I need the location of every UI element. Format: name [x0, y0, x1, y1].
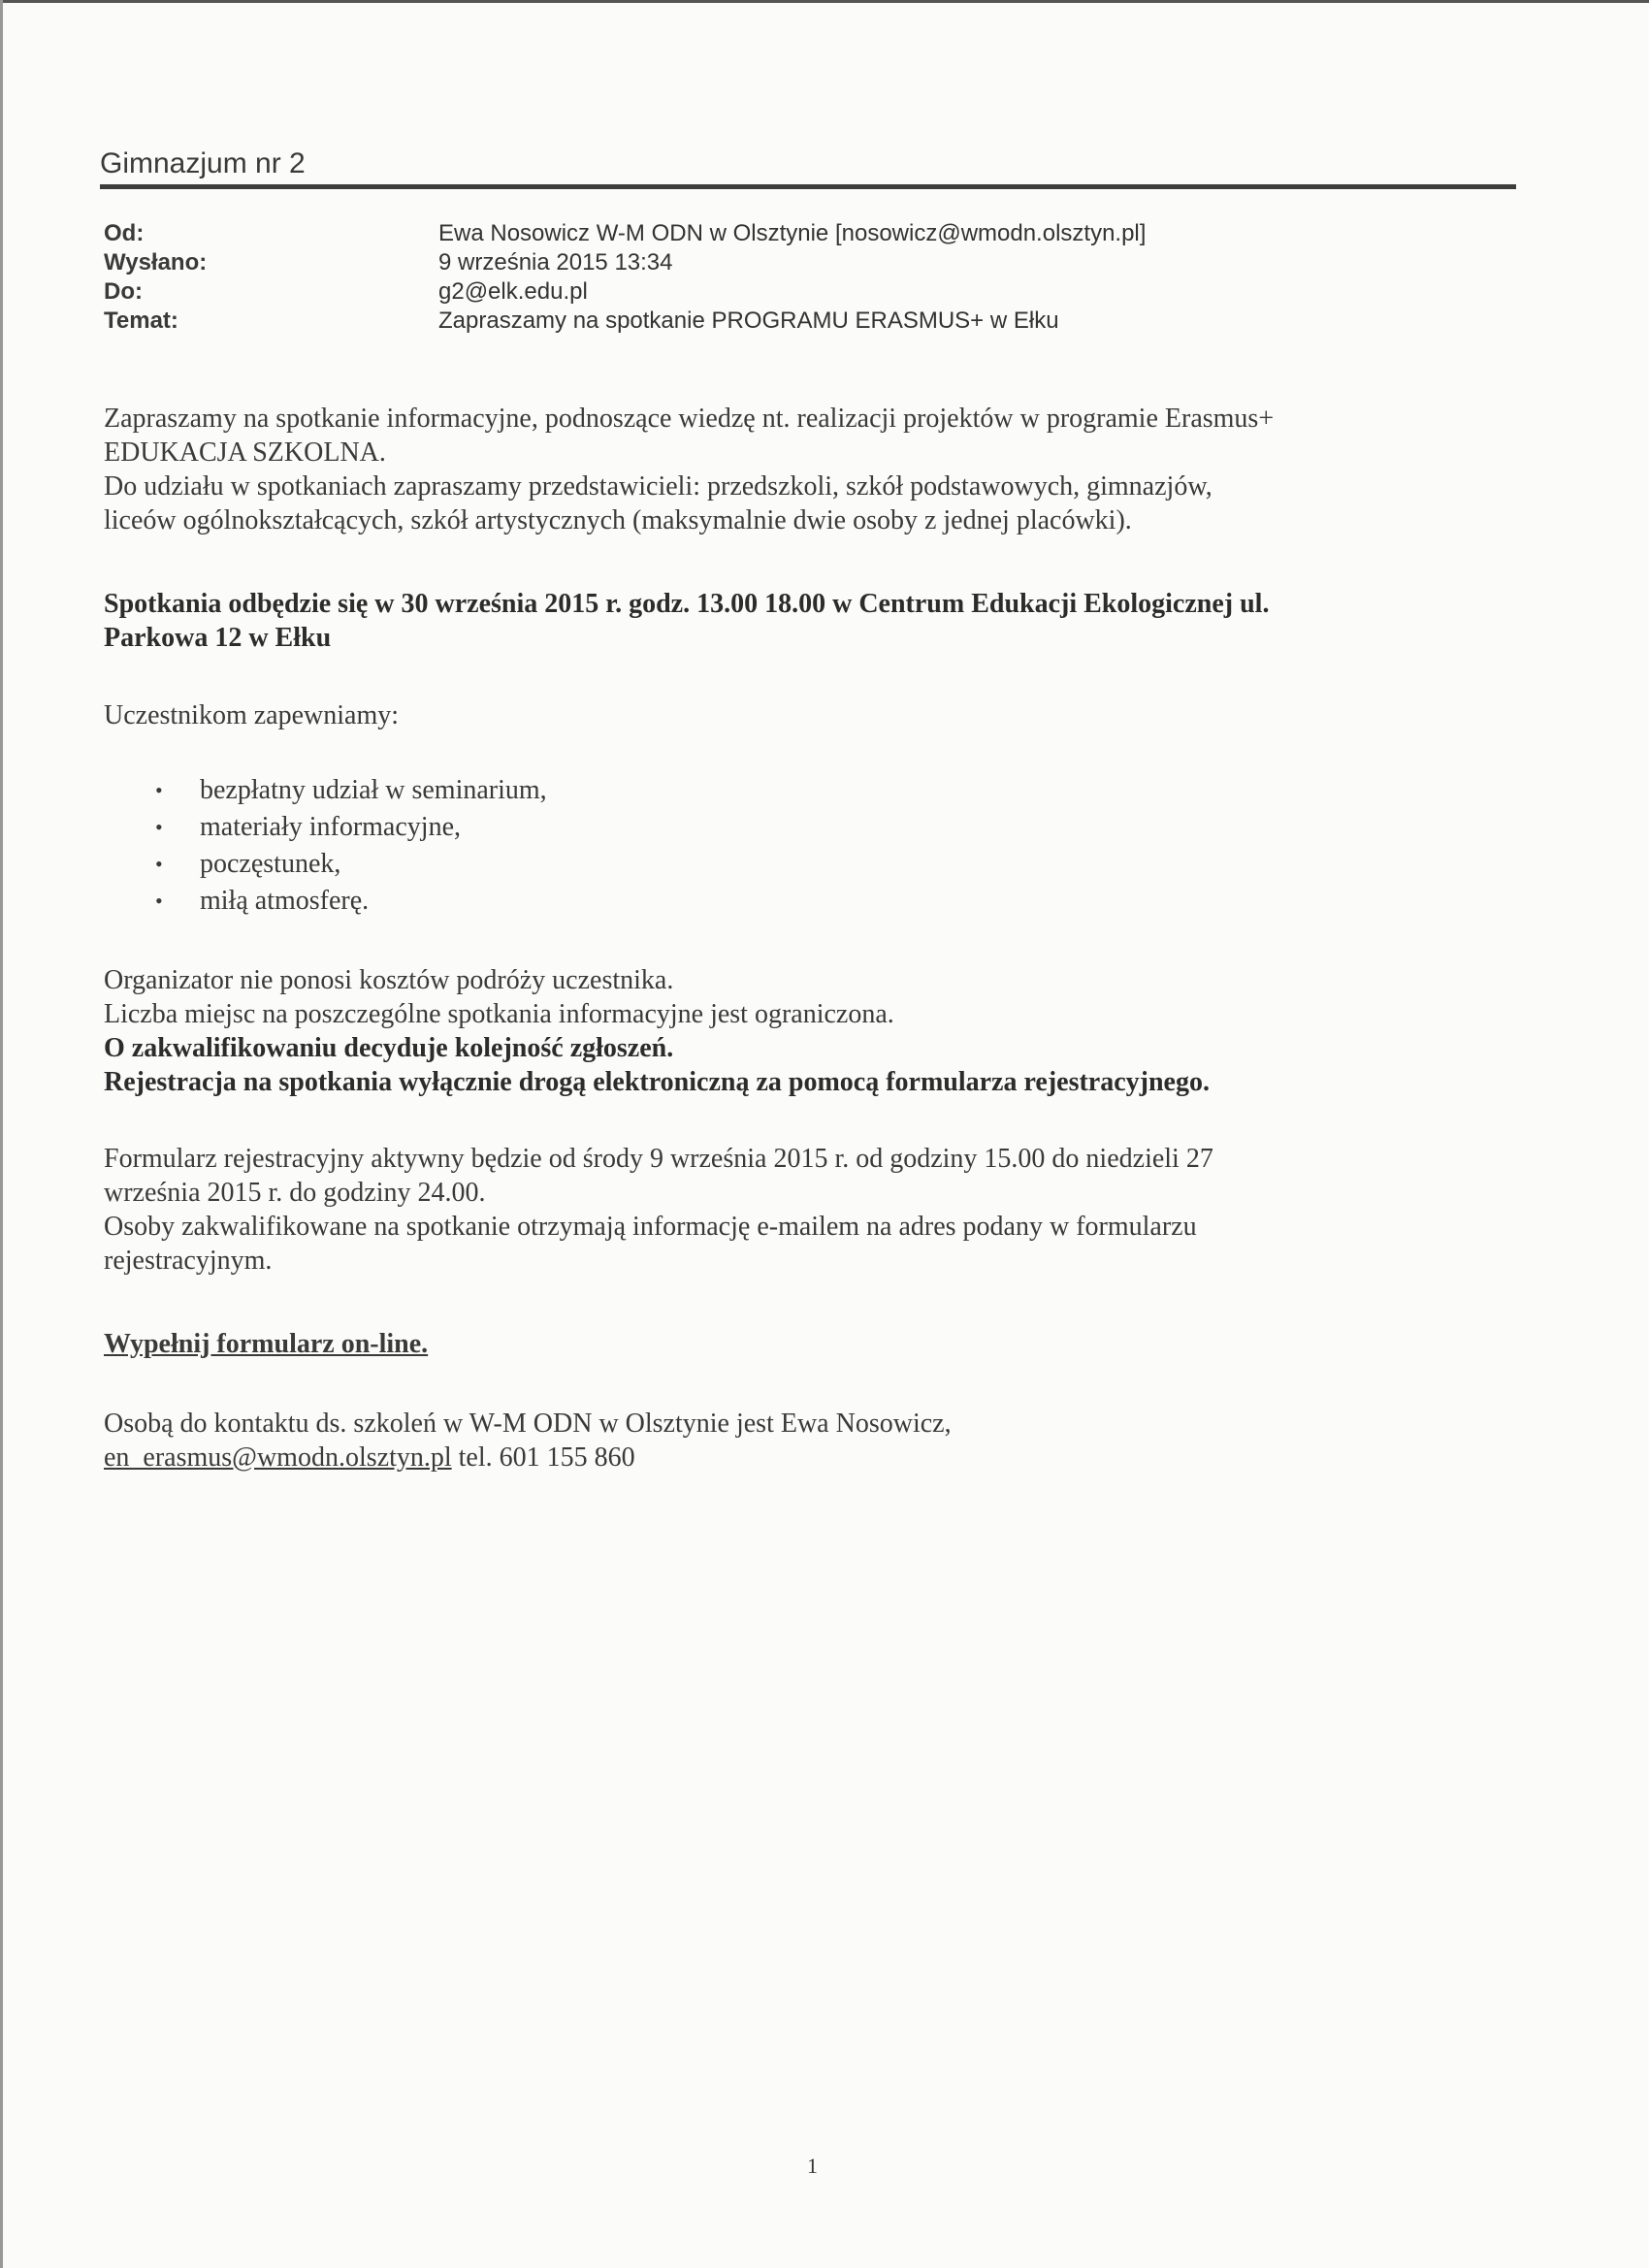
page-number: 1 [807, 2154, 818, 2178]
intro-paragraph [104, 402, 1530, 537]
form-info-paragraph [104, 1142, 1530, 1278]
provide-heading [104, 698, 1530, 732]
list-item: • materiały informacyjne, [155, 809, 547, 846]
organizer-line: Organizator nie ponosi kosztów podróży uczestnika. [104, 965, 674, 995]
organizer-line: O zakwalifikowaniu decyduje kolejność zgłoszeń. [104, 1033, 674, 1063]
org-name: Gimnazjum nr 2 [100, 147, 306, 179]
form-line: Osoby zakwalifikowane na spotkanie otrzymają informację e-mailem na adres podany w formularzu [104, 1212, 1197, 1242]
page-edge-left [0, 0, 3, 2268]
intro-line: Do udziału w spotkaniach zapraszamy przedstawicieli: przedszkoli, szkół podstawowych, gimnazjów, [104, 471, 1212, 502]
meeting-details [104, 587, 1530, 655]
form-line: września 2015 r. do godziny 24.00. [104, 1178, 486, 1208]
provide-heading-text: Uczestnikom zapewniamy: [104, 700, 400, 730]
meeting-line: Spotkania odbędzie się w 30 września 2015 r. godz. 13.00 18.00 w Centrum Edukacji Ekologicznej ul. [104, 589, 1270, 619]
fill-form-paragraph [104, 1327, 1530, 1361]
meta-row-subject [104, 307, 1146, 336]
form-line: Formularz rejestracyjny aktywny będzie od środy 9 września 2015 r. od godziny 15.00 do niedzieli 27 [104, 1144, 1213, 1174]
from-value: Ewa Nosowicz W-M ODN w Olsztynie [nosowicz@wmodn.olsztyn.pl] [438, 220, 1147, 246]
header-rule [100, 184, 1516, 189]
contact-line: Osobą do kontaktu ds. szkoleń w W-M ODN w Olsztynie jest Ewa Nosowicz, [104, 1409, 952, 1439]
to-label: Do: [104, 278, 143, 305]
intro-line: EDUKACJA SZKOLNA. [104, 437, 386, 468]
contact-phone: tel. 601 155 860 [451, 1442, 635, 1473]
document-header [100, 146, 1516, 189]
subject-value: Zapraszamy na spotkanie PROGRAMU ERASMUS+ w Ełku [438, 308, 1059, 334]
provided-list [155, 772, 547, 920]
meta-row-sent [104, 248, 1146, 277]
list-item: • poczęstunek, [155, 846, 547, 883]
organizer-paragraph [104, 963, 1530, 1099]
meeting-line: Parkowa 12 w Ełku [104, 623, 332, 653]
page-edge-top [0, 0, 1649, 3]
sent-label: Wysłano: [104, 249, 208, 275]
to-value: g2@elk.edu.pl [438, 278, 588, 305]
from-label: Od: [104, 220, 145, 246]
organizer-line: Rejestracja na spotkania wyłącznie drogą elektroniczną za pomocą formularza rejestracyjnego. [104, 1067, 1210, 1097]
intro-line: Zapraszamy na spotkanie informacyjne, podnoszące wiedzę nt. realizacji projektów w programie Erasmus+ [104, 404, 1275, 434]
intro-line: liceów ogólnokształcących, szkół artystycznych (maksymalnie dwie osoby z jednej placówki). [104, 505, 1132, 535]
list-item: • miłą atmosferę. [155, 883, 547, 920]
subject-label: Temat: [104, 308, 178, 334]
contact-paragraph [104, 1407, 1530, 1474]
fill-form-link[interactable]: Wypełnij formularz on-line. [104, 1329, 429, 1359]
email-meta [104, 219, 1146, 336]
contact-email-link[interactable]: en_erasmus@wmodn.olsztyn.pl [104, 1442, 452, 1473]
form-line: rejestracyjnym. [104, 1246, 273, 1276]
meta-row-from [104, 219, 1146, 248]
list-item: • bezpłatny udział w seminarium, [155, 772, 547, 809]
organizer-line: Liczba miejsc na poszczególne spotkania informacyjne jest ograniczona. [104, 999, 894, 1029]
contact-line-2 [104, 1441, 1530, 1474]
meta-row-to [104, 277, 1146, 307]
sent-value: 9 września 2015 13:34 [438, 249, 673, 275]
